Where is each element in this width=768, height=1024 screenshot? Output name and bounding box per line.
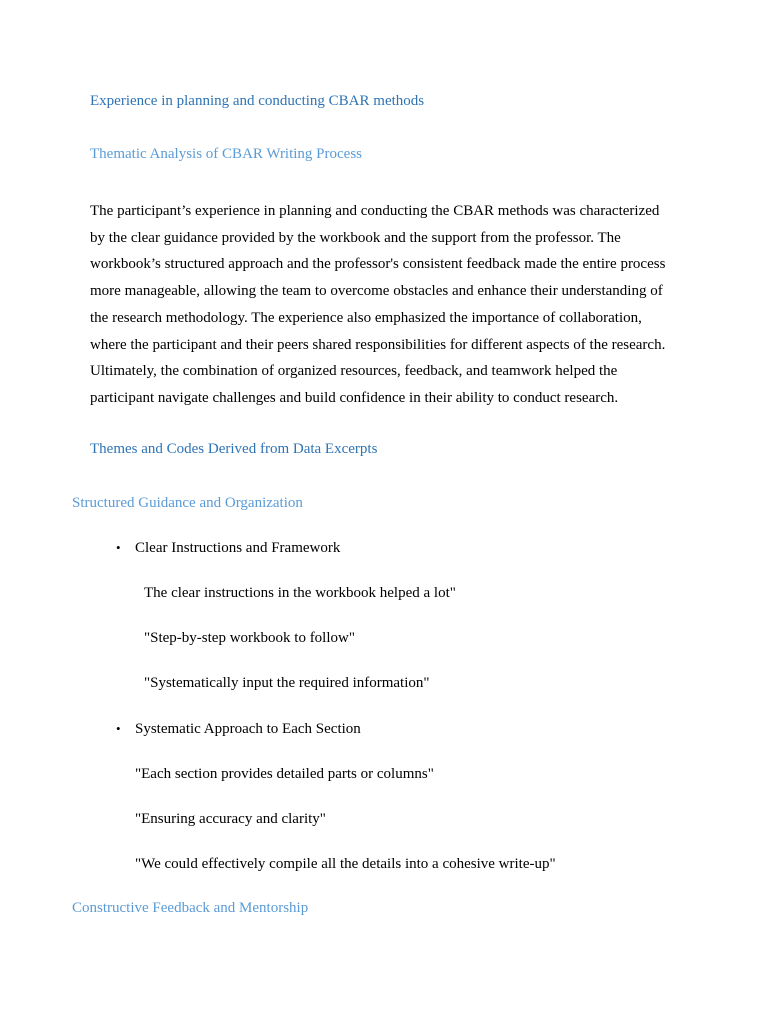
heading-thematic-analysis: Thematic Analysis of CBAR Writing Process [90, 146, 363, 162]
bullet-label: Systematic Approach to Each Section [135, 721, 361, 737]
paragraph-line: The participant’s experience in planning and conducting the CBAR methods was characterized [90, 203, 660, 219]
bullet-item-clear-instructions [116, 540, 340, 557]
bullet-icon: • [116, 540, 121, 555]
body-paragraph [90, 198, 680, 412]
section-heading-constructive-feedback: Constructive Feedback and Mentorship [72, 900, 309, 916]
paragraph-line: more manageable, allowing the team to overcome obstacles and enhance their understanding of [90, 283, 663, 300]
paragraph-line: by the clear guidance provided by the workbook and the support from the professor. The [90, 229, 621, 246]
quote-excerpt: "Step-by-step workbook to follow" [144, 630, 355, 646]
paragraph-line: Ultimately, the combination of organized resources, feedback, and teamwork helped the [90, 363, 618, 380]
quote-excerpt: "We could effectively compile all the details into a cohesive write-up" [135, 856, 556, 872]
paragraph-line: the research methodology. The experience also emphasized the importance of collaboration, [90, 309, 642, 326]
quote-excerpt: The clear instructions in the workbook helped a lot" [144, 585, 456, 601]
quote-excerpt: "Ensuring accuracy and clarity" [135, 811, 326, 827]
paragraph-line: workbook’s structured approach and the professor's consistent feedback made the entire process [90, 256, 666, 273]
paragraph-line: participant navigate challenges and build confidence in their ability to conduct research. [90, 389, 619, 406]
paragraph-line: where the participant and their peers shared responsibilities for different aspects of the research. [90, 336, 666, 353]
bullet-label: Clear Instructions and Framework [135, 540, 341, 556]
bullet-item-systematic-approach [116, 721, 361, 738]
heading-themes-codes: Themes and Codes Derived from Data Excerpts [90, 441, 378, 457]
quote-excerpt: "Each section provides detailed parts or columns" [135, 766, 434, 782]
section-heading-structured-guidance: Structured Guidance and Organization [72, 495, 303, 511]
bullet-icon: • [116, 721, 121, 736]
quote-excerpt: "Systematically input the required information" [144, 675, 430, 691]
heading-experience: Experience in planning and conducting CBAR methods [90, 93, 425, 109]
